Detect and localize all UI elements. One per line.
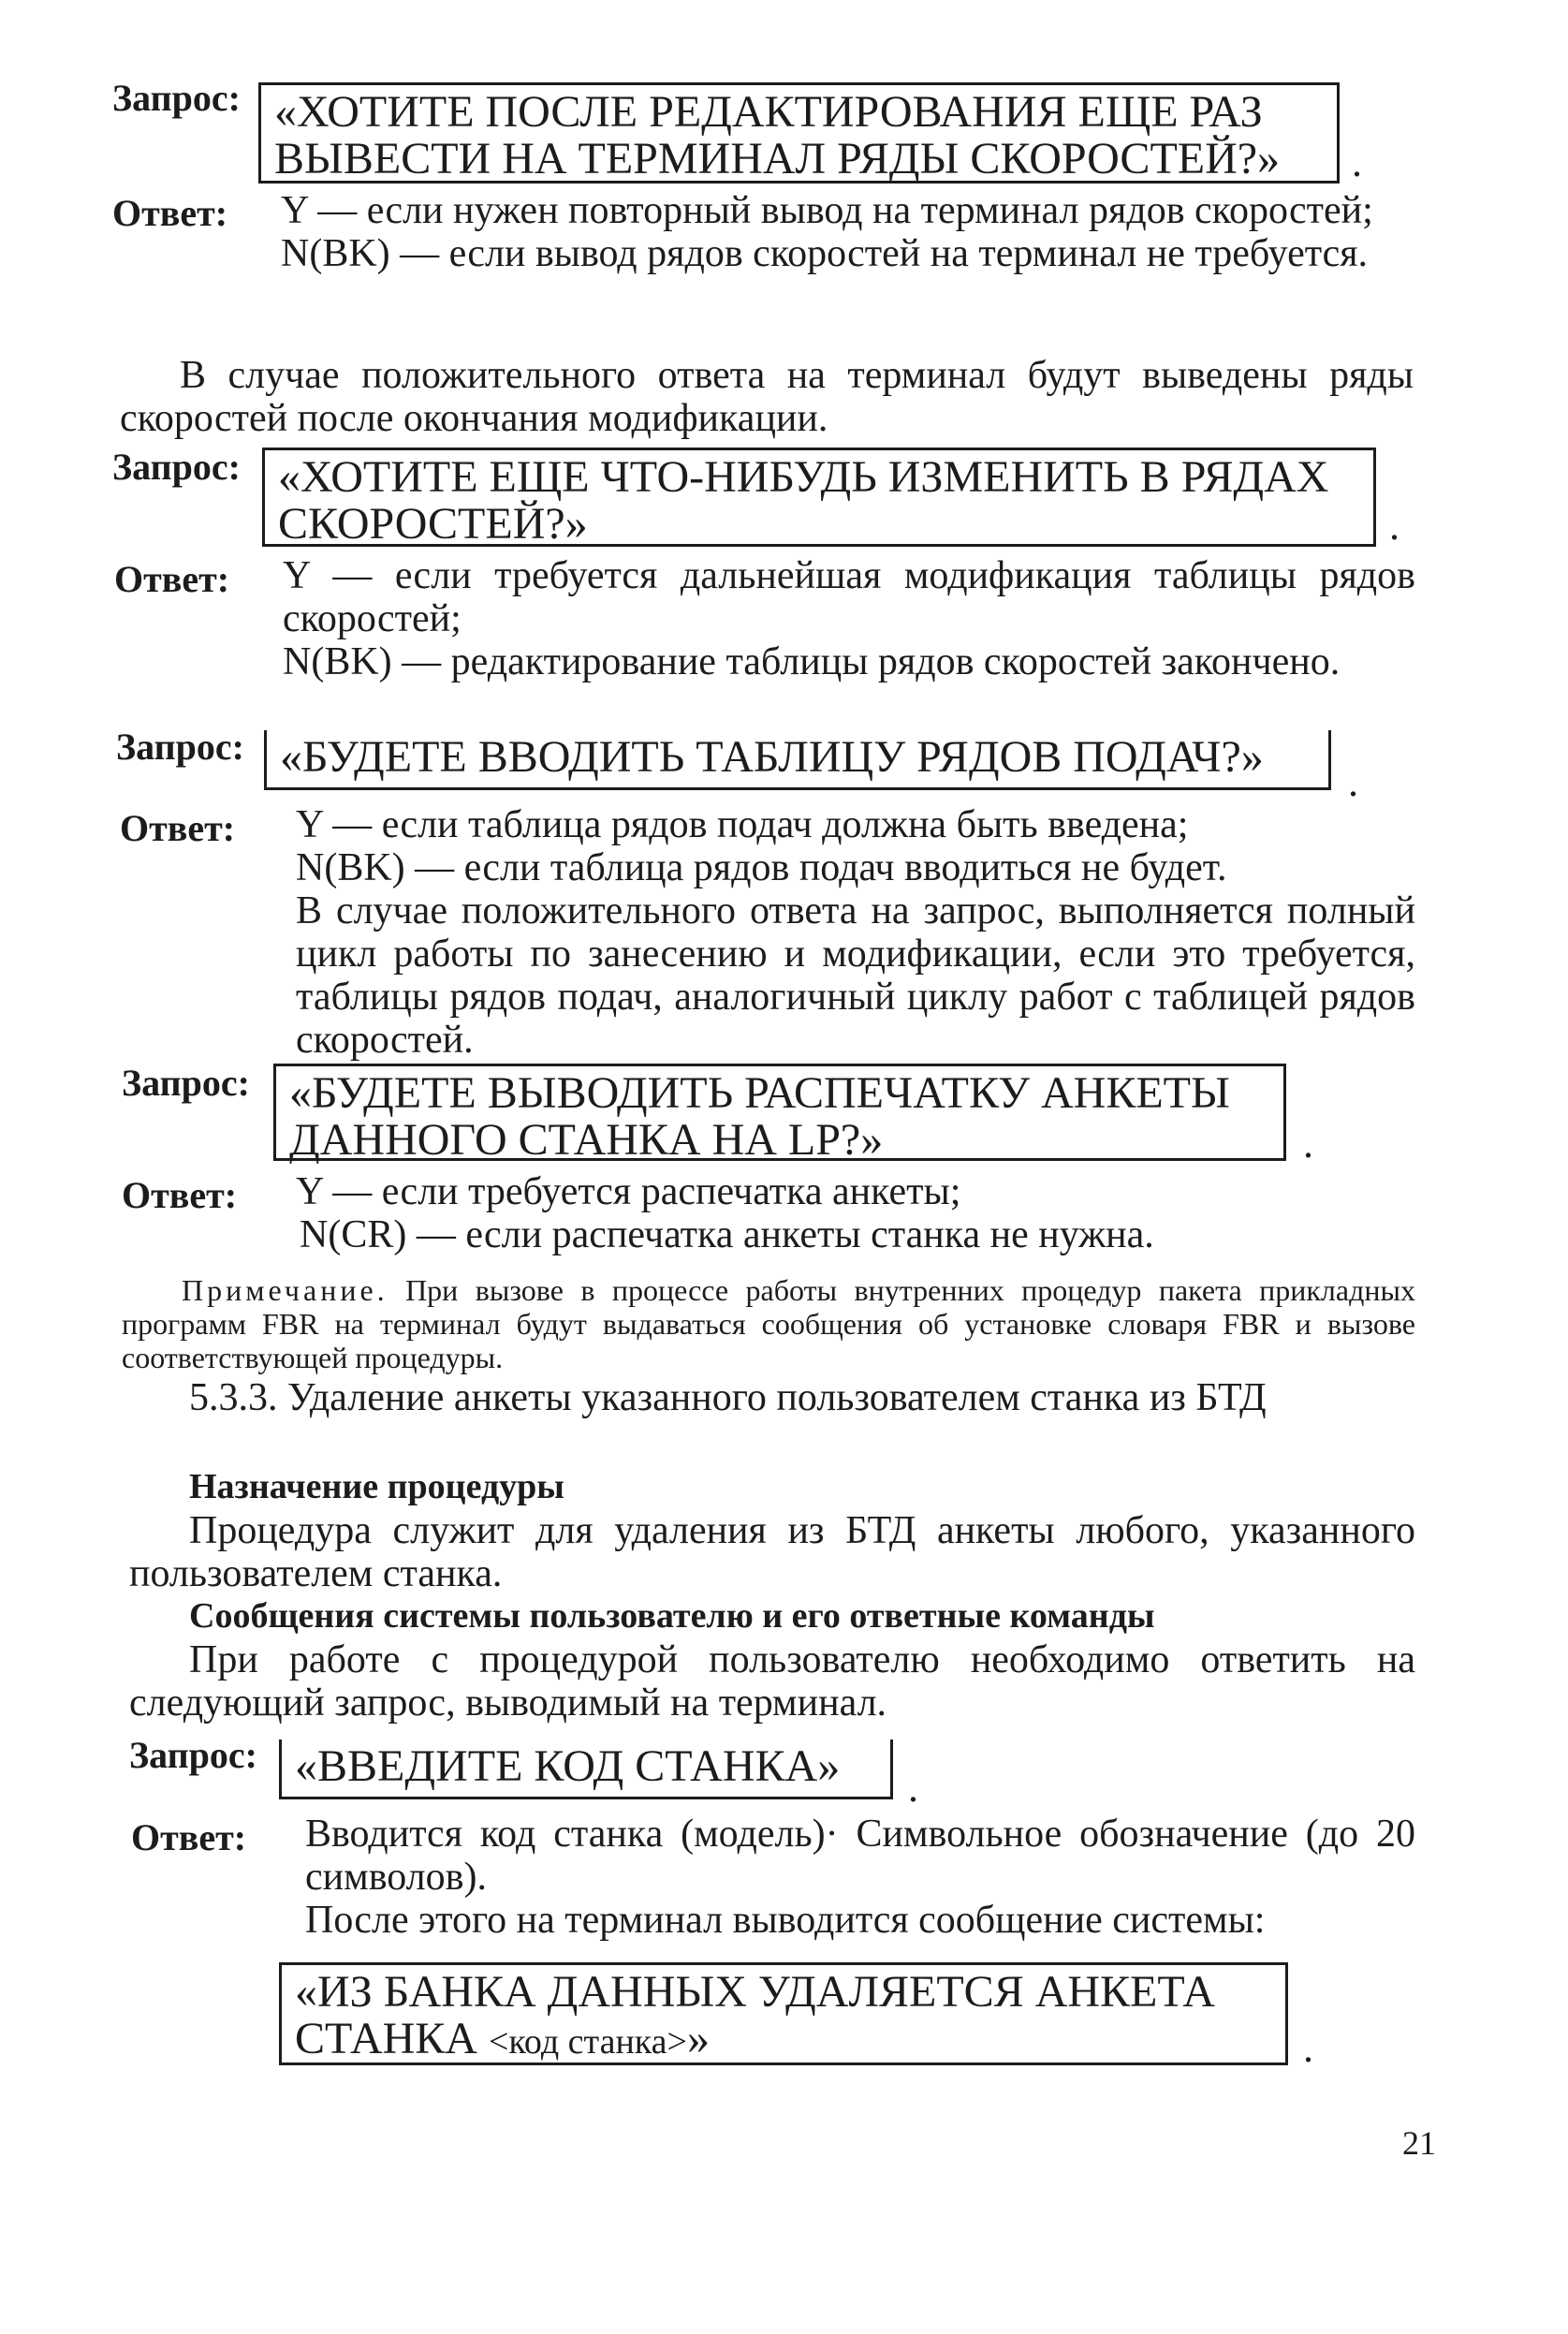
system-message-box: [279, 1962, 1288, 2065]
page-number: 21: [1402, 2124, 1436, 2162]
messages-text: При работе с процедурой пользователю необходимо ответить на следующий запрос, выводимый на терминал.: [129, 1638, 1415, 1725]
answer-1: [281, 189, 1414, 275]
request-text: «ХОТИТЕ ПОСЛЕ РЕДАКТИРОВАНИЯ ЕЩЕ РАЗ: [274, 87, 1263, 137]
machine-code-placeholder: <код станка>: [488, 2022, 687, 2062]
paragraph-1: В случае положительного ответа на терминал будут выведены ряды скоростей после окончания модификации.: [120, 354, 1414, 440]
answer-label: Ответ:: [122, 1174, 238, 1216]
answer-label: Ответ:: [131, 1816, 247, 1858]
request-box-2: [262, 448, 1376, 547]
answer-text: Вводится код станка (модель)· Символьное обозначение (до 20 символов).: [305, 1813, 1415, 1899]
answer-4: [296, 1170, 1415, 1256]
request-box-4: [273, 1064, 1286, 1165]
period: .: [1389, 503, 1399, 549]
period: .: [1348, 759, 1358, 805]
answer-label: Ответ:: [114, 558, 230, 600]
note-text: При вызове в процессе работы внутренних процедур пакета прикладных программ FBR на терминал будут выдаваться сообщения об установке словаря FBR и вызове соответствующей процедуры.: [122, 1273, 1415, 1374]
answer-after: После этого на терминал выводится сообщение системы:: [305, 1899, 1266, 1942]
answer-2: [283, 554, 1415, 683]
system-message-line2: [295, 2016, 1285, 2065]
request-text: «ХОТИТЕ ЕЩЕ ЧТО-НИБУДЬ ИЗМЕНИТЬ В РЯДАХ: [278, 452, 1329, 502]
request-box-3: [264, 730, 1331, 790]
purpose-text: Процедура служит для удаления из БТД анкеты любого, указанного пользователем станка.: [129, 1509, 1415, 1595]
answer-extra: В случае положительного ответа на запрос, выполняется полный цикл работы по занесению и модификации, если это требуется, таблицы рядов подач, аналогичный циклу работ с таблицей рядов скоростей.: [296, 889, 1415, 1062]
system-message-line1: «ИЗ БАНКА ДАННЫХ УДАЛЯЕТСЯ АНКЕТА: [295, 1967, 1215, 2017]
answer-no: N(BK) — если таблица рядов подач вводиться не будет.: [296, 846, 1227, 889]
answer-yes: Y — если нужен повторный вывод на терминал рядов скоростей;: [281, 189, 1373, 232]
request-text: ДАННОГО СТАНКА НА LP?»: [289, 1115, 884, 1165]
request-label: Запрос:: [112, 446, 241, 488]
answer-5: [305, 1813, 1415, 1942]
request-box-1: [258, 82, 1340, 183]
request-label: Запрос:: [122, 1062, 250, 1104]
answer-label: Ответ:: [112, 192, 228, 234]
answer-no: N(BK) — если вывод рядов скоростей на терминал не требуется.: [281, 232, 1369, 275]
request-box-5: [279, 1739, 893, 1799]
message-prefix: СТАНКА: [295, 2014, 489, 2063]
request-text: ВЫВЕСТИ НА ТЕРМИНАЛ РЯДЫ СКОРОСТЕЙ?»: [274, 134, 1281, 183]
period: .: [1303, 2025, 1313, 2071]
request-text: «БУДЕТЕ ВВОДИТЬ ТАБЛИЦУ РЯДОВ ПОДАЧ?»: [280, 732, 1264, 782]
period: .: [908, 1765, 918, 1811]
request-text: СКОРОСТЕЙ?»: [278, 499, 588, 549]
request-text: «ВВЕДИТЕ КОД СТАНКА»: [295, 1741, 841, 1791]
answer-no: N(BK) — редактирование таблицы рядов скоростей закончено.: [283, 640, 1341, 683]
message-suffix: »: [686, 2014, 710, 2063]
request-text: «БУДЕТЕ ВЫВОДИТЬ РАСПЕЧАТКУ АНКЕТЫ: [289, 1068, 1230, 1118]
section-heading: 5.3.3. Удаление анкеты указанного пользователем станка из БТД: [189, 1376, 1267, 1419]
note: [122, 1273, 1415, 1374]
request-label: Запрос:: [116, 726, 244, 768]
answer-3: [296, 803, 1415, 1062]
request-label: Запрос:: [112, 77, 241, 119]
note-title: Примечание.: [182, 1273, 388, 1307]
period: .: [1352, 139, 1362, 185]
period: .: [1303, 1121, 1313, 1167]
answer-label: Ответ:: [120, 807, 236, 849]
answer-no: N(CR) — если распечатка анкеты станка не нужна.: [300, 1213, 1154, 1256]
answer-yes: Y — если требуется дальнейшая модификация таблицы рядов скоростей;: [283, 554, 1415, 640]
answer-yes: Y — если таблица рядов подач должна быть введена;: [296, 803, 1189, 846]
purpose-heading: Назначение процедуры: [189, 1467, 564, 1506]
request-label: Запрос:: [129, 1734, 257, 1776]
answer-yes: Y — если требуется распечатка анкеты;: [296, 1170, 961, 1213]
messages-heading: Сообщения системы пользователю и его ответные команды: [189, 1596, 1155, 1636]
